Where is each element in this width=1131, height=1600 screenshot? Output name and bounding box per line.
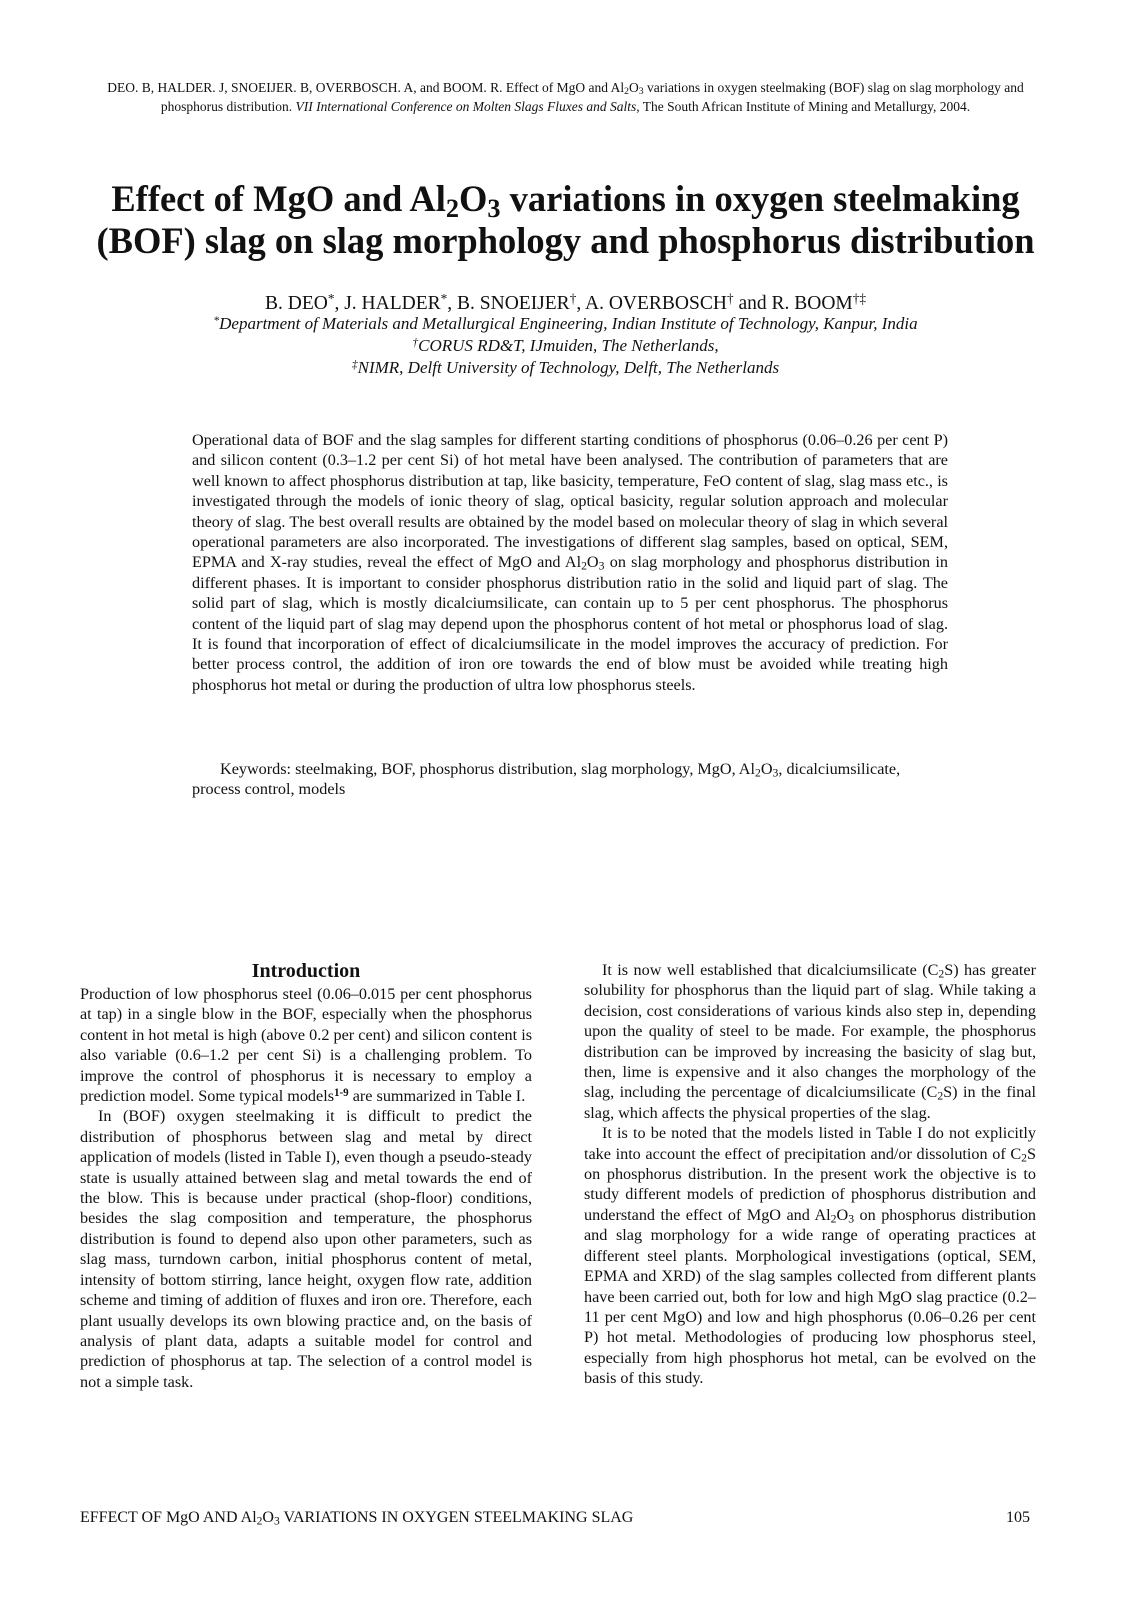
citation-text: The South African Institute of Mining and Metallurgy, 2004. bbox=[639, 99, 971, 114]
affiliation-mark: † bbox=[569, 291, 577, 307]
paragraph-text: It is to be noted that the models listed in Table I do not explicitly take into account the effect of precipitation and/or dissolution of C bbox=[584, 1124, 1036, 1163]
subscript: 3 bbox=[848, 1212, 855, 1226]
affiliation-mark: †‡ bbox=[852, 291, 866, 307]
citation-text: variations in oxygen steelmaking (BOF) slag on slag morphology and phosphorus distribution. bbox=[160, 80, 1024, 114]
affiliation-line bbox=[60, 313, 1071, 335]
subscript: 3 bbox=[598, 560, 605, 573]
abstract bbox=[192, 430, 948, 695]
paragraph: In (BOF) oxygen steelmaking it is difficult to predict the distribution of phosphorus between slag and metal by direct application of models (listed in Table I), even though a pseudo-steady state is usually attained between slag and metal towards the end of the blow. This is because under practical (shop-floor) conditions, besides the slag composition and temperature, the phosphorus distribution is found to depend also upon other parameters, such as slag mass, turndown carbon, initial phosphorus content of metal, intensity of bottom stirring, lance height, oxygen flow rate, addition scheme and timing of addition of fluxes and iron ore. Therefore, each plant usually develops its own blowing practice and, on the basis of analysis of plant data, adapts a suitable model for control and prediction of phosphorus at tap. The selection of a control model is not a simple task. bbox=[80, 1107, 532, 1391]
affiliation-line bbox=[60, 357, 1071, 379]
subscript: 2 bbox=[256, 1515, 263, 1528]
author-name: , A. OVERBOSCH bbox=[576, 293, 727, 314]
paragraph-text: S on phosphorus distribution. In the present work the objective is to study different models of prediction of phosphorus distribution and understand the effect of MgO and Al bbox=[584, 1144, 1036, 1224]
affiliation-text: NIMR, Delft University of Technology, Delft, The Netherlands bbox=[357, 358, 780, 377]
running-title bbox=[80, 1508, 633, 1528]
footer-text: EFFECT OF MgO AND Al bbox=[80, 1509, 257, 1526]
paragraph bbox=[584, 960, 1036, 1123]
citation-header bbox=[100, 78, 1031, 116]
subscript: 2 bbox=[938, 967, 945, 981]
right-column bbox=[584, 960, 1036, 1389]
reference-mark: 1-9 bbox=[334, 1087, 349, 1100]
paragraph-text: are summarized in Table I. bbox=[348, 1087, 526, 1106]
affiliation-mark: † bbox=[412, 335, 419, 349]
title-text: Effect of MgO and Al bbox=[111, 178, 446, 219]
left-column bbox=[80, 960, 532, 1392]
footer-text: O bbox=[262, 1509, 274, 1526]
affiliation-mark: * bbox=[213, 313, 220, 327]
subscript: 3 bbox=[487, 193, 501, 223]
paragraph-text: S) has greater solubility for phosphorus than the liquid part of slag. While taking a decision, cost considerations of various kinds also step in, depending upon the quality of steel to be made. For example, the phosphorus distribution can be improved by increasing the basicity of slag but, then, lime is expensive and it also changes the morphology of the slag, including the percentage of dicalciumsilicate (C bbox=[584, 961, 1036, 1102]
paragraph-text: S) in the final slag, which affects the physical properties of the slag. bbox=[584, 1083, 1036, 1122]
subscript: 3 bbox=[772, 766, 779, 780]
affiliation-mark: * bbox=[440, 291, 448, 307]
subscript: 2 bbox=[937, 1090, 944, 1103]
citation-text: DEO. B, HALDER. J, SNOEIJER. B, OVERBOSCH. A, and BOOM. R. Effect of MgO and Al bbox=[107, 80, 625, 95]
title-text: variations in oxygen steelmaking bbox=[500, 178, 1020, 219]
subscript: 3 bbox=[273, 1515, 280, 1528]
title-text: (BOF) slag on slag morphology and phosphorus distribution bbox=[96, 220, 1035, 261]
paper-title bbox=[60, 178, 1071, 262]
paragraph bbox=[80, 984, 532, 1106]
affiliation-text: CORUS RD&T, IJmuiden, The Netherlands, bbox=[418, 336, 719, 355]
paragraph-text: Production of low phosphorus steel (0.06–0.015 per cent phosphorus at tap) in a single blow in the BOF, especially when the phosphorus content in hot metal is high (above 0.2 per cent) and silicon content is also variable (0.6–1.2 per cent Si) is a challenging problem. To improve the control of phosphorus it is necessary to employ a prediction model. Some typical models bbox=[80, 985, 532, 1106]
affiliation-mark: ‡ bbox=[351, 357, 358, 371]
subscript: 2 bbox=[830, 1212, 837, 1226]
abstract-text: on slag morphology and phosphorus distribution in different phases. It is important to consider phosphorus distribution ratio in the solid and liquid part of slag. The solid part of slag, which is mostly dicalciumsilicate, can contain up to 5 per cent phosphorus. The phosphorus content of the liquid part of slag may depend upon the phosphorus content of hot metal or phosphorus load of slag. It is found that incorporation of effect of dicalciumsilicate in the model improves the accuracy of prediction. For better process control, the addition of iron ore towards the end of blow must be avoided while treating high phosphorus hot metal or during the production of ultra low phosphorus steels. bbox=[192, 553, 948, 694]
citation-venue: VII International Conference on Molten Slags Fluxes and Salts, bbox=[295, 99, 640, 114]
paragraph-text: It is now well established that dicalciumsilicate (C bbox=[602, 961, 939, 979]
subscript: 2 bbox=[445, 193, 459, 223]
subscript: 2 bbox=[624, 86, 629, 98]
keywords-text: Keywords: steelmaking, BOF, phosphorus distribution, slag morphology, MgO, Al bbox=[220, 760, 755, 778]
author-name: and R. BOOM bbox=[733, 293, 853, 314]
author-name: , B. SNOEIJER bbox=[447, 293, 570, 314]
paragraph-text: O bbox=[836, 1205, 849, 1224]
page-number: 105 bbox=[1006, 1509, 1030, 1526]
paragraph bbox=[584, 1123, 1036, 1388]
subscript: 2 bbox=[581, 560, 587, 573]
subscript: 3 bbox=[638, 86, 644, 98]
keywords-text: , dicalciumsilicate, process control, models bbox=[192, 760, 901, 799]
section-heading: Introduction bbox=[251, 960, 361, 982]
keywords-text: O bbox=[760, 760, 773, 778]
affiliation-mark: * bbox=[327, 291, 335, 307]
abstract-text: O bbox=[586, 553, 599, 572]
subscript: 2 bbox=[754, 766, 761, 780]
citation-text: O bbox=[628, 80, 639, 95]
paragraph-text: on phosphorus distribution and slag morphology for a wide range of operating practices at different steel plants. Morphological investigations (optical, SEM, EPMA and XRD) of the slag samples collected from different plants have been carried out, both for low and high MgO slag practice (0.2–11 per cent MgO) and low and high phosphorus (0.06–0.26 per cent P) hot metal. Methodologies of producing low phosphorus steel, especially from high phosphorus hot metal, can be evolved on the basis of this study. bbox=[584, 1205, 1037, 1388]
affiliation-text: Department of Materials and Metallurgical Engineering, Indian Institute of Technology, Kanpur, India bbox=[219, 314, 918, 333]
subscript: 2 bbox=[1021, 1151, 1027, 1165]
footer-text: VARIATIONS IN OXYGEN STEELMAKING SLAG bbox=[279, 1509, 634, 1526]
author-name: , J. HALDER bbox=[334, 293, 441, 314]
abstract-text: Operational data of BOF and the slag samples for different starting conditions of phosphorus (0.06–0.26 per cent P) and silicon content (0.3–1.2 per cent Si) of hot metal have been analysed. The contribution of parameters that are well known to affect phosphorus distribution at tap, like basicity, temperature, FeO content of slag, slag mass etc., is investigated through the models of ionic theory of slag, optical basicity, regular solution approach and molecular theory of slag. The best overall results are obtained by the model based on molecular theory of slag in which several operational parameters are also incorporated. The investigations of different slag samples, based on optical, SEM, EPMA and X-ray studies, reveal the effect of MgO and Al bbox=[192, 431, 948, 572]
affiliation-line bbox=[60, 335, 1071, 357]
affiliation-mark: † bbox=[726, 291, 734, 307]
keywords bbox=[192, 759, 948, 800]
author-name: B. DEO bbox=[265, 293, 328, 314]
title-text: O bbox=[459, 178, 488, 219]
